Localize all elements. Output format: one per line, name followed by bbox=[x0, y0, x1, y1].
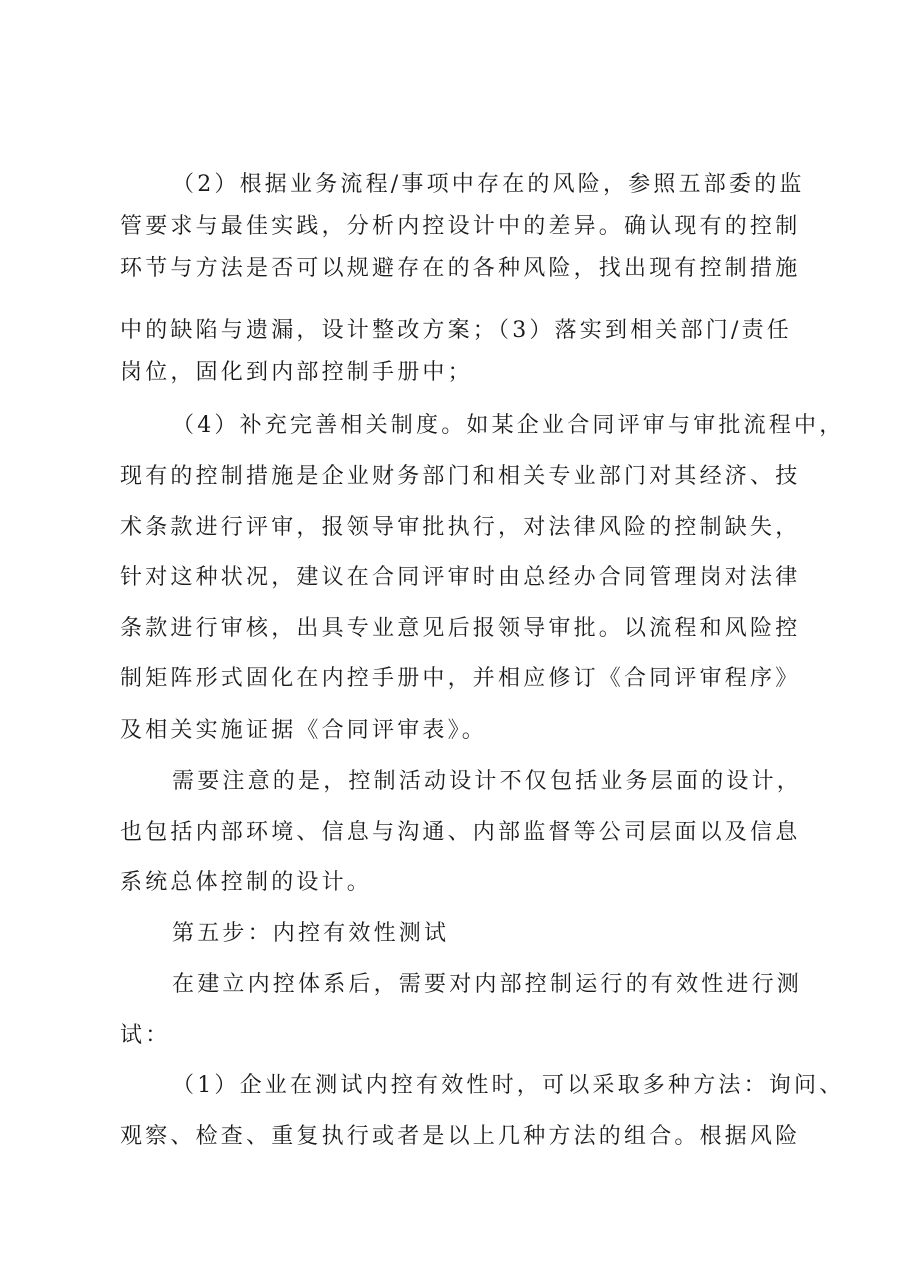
text-line: 制矩阵形式固化在内控手册中，并相应修订《合同评审程序》 bbox=[120, 666, 801, 691]
text-line: （1）企业在测试内控有效性时，可以采取多种方法：询问、 bbox=[172, 1073, 845, 1098]
text-line: 在建立内控体系后，需要对内部控制运行的有效性进行测 bbox=[172, 972, 803, 997]
text-line: 现有的控制措施是企业财务部门和相关专业部门对其经济、技 bbox=[120, 464, 801, 489]
text-line: 中的缺陷与遗漏，设计整改方案；（3）落实到相关部门/责任 bbox=[120, 318, 793, 343]
text-line: （4）补充完善相关制度。如某企业合同评审与审批流程中， bbox=[172, 413, 845, 438]
text-line: 及相关实施证据《合同评审表》。 bbox=[120, 718, 488, 743]
text-line: 也包括内部环境、信息与沟通、内部监督等公司层面以及信息 bbox=[120, 820, 801, 845]
text-line: （2）根据业务流程/事项中存在的风险，参照五部委的监 bbox=[172, 172, 805, 197]
text-line: 术条款进行评审，报领导审批执行，对法律风险的控制缺失， bbox=[120, 515, 801, 540]
text-line: 条款进行审核，出具专业意见后报领导审批。以流程和风险控 bbox=[120, 616, 801, 641]
text-line: 管要求与最佳实践，分析内控设计中的差异。确认现有的控制 bbox=[120, 214, 801, 239]
text-line: 观察、检查、重复执行或者是以上几种方法的组合。根据风险 bbox=[120, 1124, 801, 1149]
text-line: 需要注意的是，控制活动设计不仅包括业务层面的设计， bbox=[172, 769, 803, 794]
text-line: 试： bbox=[120, 1023, 171, 1048]
text-line: 针对这种状况，建议在合同评审时由总经办合同管理岗对法律 bbox=[120, 565, 801, 590]
text-line: 环节与方法是否可以规避存在的各种风险，找出现有控制措施 bbox=[120, 256, 801, 281]
section-heading: 第五步：内控有效性测试 bbox=[172, 921, 450, 946]
text-line: 岗位，固化到内部控制手册中； bbox=[120, 360, 473, 385]
text-line: 系统总体控制的设计。 bbox=[120, 870, 373, 895]
